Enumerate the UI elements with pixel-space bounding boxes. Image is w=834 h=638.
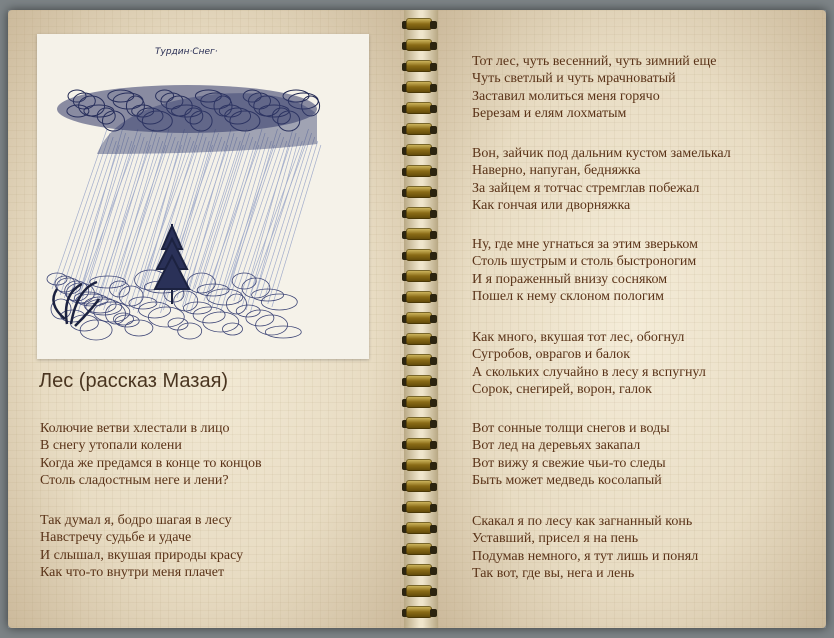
snow-cloud-drawing — [37, 34, 369, 359]
poem-line: За зайцем я тотчас стремглав побежал — [472, 180, 700, 196]
left-stanza-1 — [40, 420, 262, 489]
poem-line: Пошел к нему склоном пологим — [472, 288, 664, 304]
poem-line: Скакал я по лесу как загнанный конь — [472, 514, 693, 529]
poem-line: Вот сонные толщи снегов и воды — [472, 421, 670, 436]
right-stanza-6 — [472, 513, 698, 582]
right-stanza-2 — [472, 145, 731, 214]
right-page — [438, 10, 826, 628]
poem-line: А скольких случайно в лесу я вспугнул — [472, 364, 706, 380]
spiral-ring — [399, 39, 441, 53]
spiral-ring — [399, 375, 441, 389]
spiral-ring — [399, 165, 441, 179]
spiral-ring — [399, 312, 441, 326]
poem-line: Тот лес, чуть весенний, чуть зимний еще — [472, 54, 717, 69]
spiral-ring — [399, 102, 441, 116]
poem-line: И я пораженный внизу сосняком — [472, 271, 668, 287]
poem-line: Чуть светлый и чуть мрачноватый — [472, 71, 676, 87]
poem-line: Березам и елям лохматым — [472, 105, 627, 121]
spiral-ring — [399, 291, 441, 305]
spiral-ring — [399, 354, 441, 368]
poem-line: Когда же предамся в конце то концов — [40, 455, 262, 471]
spiral-ring — [399, 81, 441, 95]
right-stanza-4 — [472, 329, 706, 398]
poem-line: Колючие ветви хлестали в лицо — [40, 421, 230, 436]
spiral-ring — [399, 249, 441, 263]
spiral-ring — [399, 207, 441, 221]
spiral-ring — [399, 18, 441, 32]
poem-line: И слышал, вкушая природы красу — [40, 547, 244, 563]
spiral-ring — [399, 564, 441, 578]
poem-line: Быть может медведь косолапый — [472, 472, 662, 488]
spiral-ring — [399, 543, 441, 557]
spiral-ring — [399, 417, 441, 431]
spiral-ring — [399, 585, 441, 599]
spiral-ring — [399, 522, 441, 536]
poem-line: Так вот, где вы, нега и лень — [472, 565, 635, 581]
poem-line: Столь шустрым и столь быстроногим — [472, 254, 697, 270]
spiral-ring — [399, 123, 441, 137]
spiral-ring — [399, 480, 441, 494]
poem-line: Вот вижу я свежие чьи-то следы — [472, 455, 666, 471]
spiral-ring — [399, 333, 441, 347]
poem-line: Вот лед на деревьях закапал — [472, 438, 641, 454]
poem-line: Сорок, снегирей, ворон, галок — [472, 381, 652, 397]
spiral-ring — [399, 606, 441, 620]
poem-line: Навстречу судьбе и удаче — [40, 530, 192, 546]
poem-line: Как что-то внутри меня плачет — [40, 564, 225, 580]
poem-line: Наверно, напуган, бедняжка — [472, 163, 641, 179]
poem-line: Сугробов, оврагов и балок — [472, 347, 631, 363]
poem-title: Лес (рассказ Мазая) — [39, 370, 229, 392]
left-stanza-2 — [40, 512, 243, 581]
poem-line: Столь сладостным неге и лени? — [40, 472, 229, 488]
poem-line: В снегу утопали колени — [40, 438, 182, 454]
poem-line: Уставший, присел я на пень — [472, 531, 639, 547]
spiral-ring — [399, 459, 441, 473]
spiral-ring — [399, 438, 441, 452]
notebook — [8, 10, 826, 628]
poem-line: Подумав немного, я тут лишь и понял — [472, 548, 699, 564]
childs-drawing-snow-forest — [37, 34, 369, 359]
poem-line: Заставил молиться меня горячо — [472, 88, 660, 104]
poem-line: Ну, где мне угнаться за этим зверьком — [472, 237, 698, 252]
spiral-ring — [399, 270, 441, 284]
poem-line: Как много, вкушая тот лес, обогнул — [472, 330, 685, 345]
right-stanza-1 — [472, 53, 717, 122]
drawing-caption: Турдин·Снег· — [155, 47, 218, 57]
poem-line: Как гончая или дворняжка — [472, 197, 631, 213]
spiral-ring — [399, 501, 441, 515]
right-stanza-3 — [472, 236, 698, 305]
spiral-ring — [399, 144, 441, 158]
spiral-ring — [399, 186, 441, 200]
spiral-ring — [399, 228, 441, 242]
poem-line: Вон, зайчик под дальним кустом замелькал — [472, 146, 731, 161]
spiral-ring — [399, 396, 441, 410]
right-stanza-5 — [472, 420, 670, 489]
spiral-ring — [399, 60, 441, 74]
poem-line: Так думал я, бодро шагая в лесу — [40, 513, 232, 528]
left-page — [8, 10, 404, 628]
